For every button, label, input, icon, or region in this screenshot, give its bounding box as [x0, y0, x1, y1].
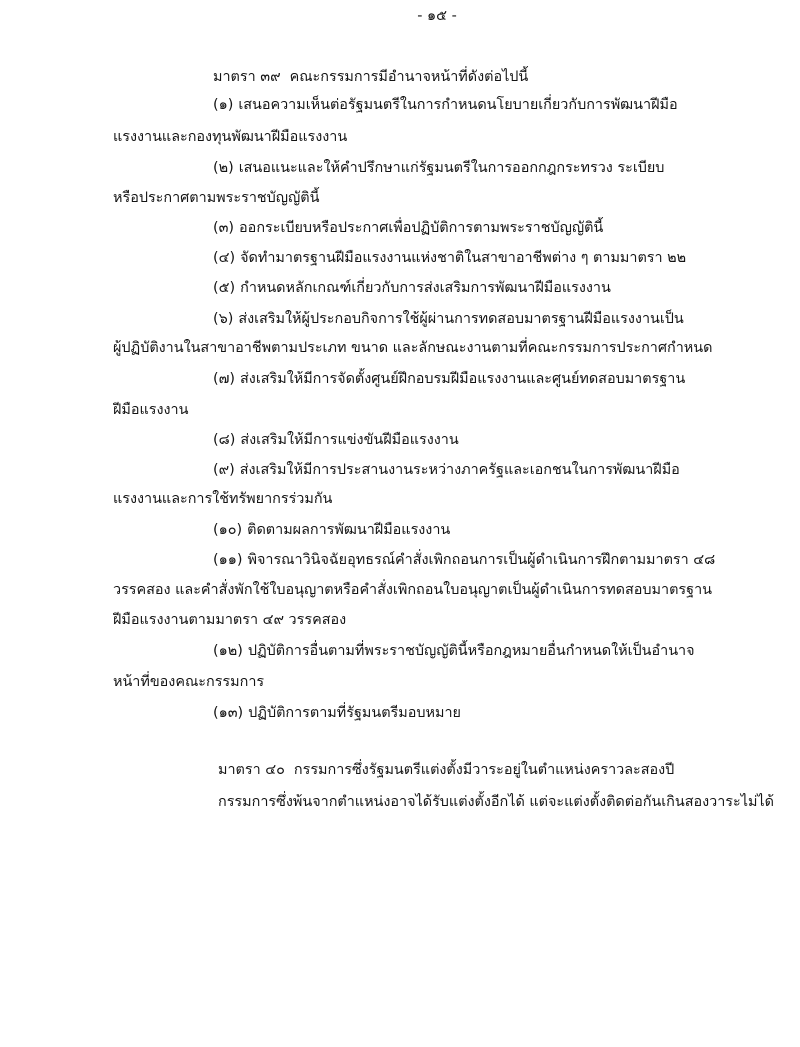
item-9	[213, 459, 786, 481]
item-5-marker: (๕)	[213, 280, 236, 296]
item-12	[213, 640, 786, 662]
item-6-continuation: ผู้ปฏิบัติงานในสาขาอาชีพตามประเภท ขนาด และลักษณะงานตามที่คณะกรรมการประกาศกำหนด	[113, 340, 713, 356]
item-2-text: เสนอแนะและให้คำปรึกษาแก่รัฐมนตรีในการออกกฎกระทรวง ระเบียบ	[238, 160, 665, 176]
item-12-marker: (๑๒)	[213, 643, 243, 659]
item-12-text: ปฏิบัติการอื่นตามที่พระราชบัญญัตินี้หรือกฎหมายอื่นกำหนดให้เป็นอำนาจ	[247, 643, 695, 659]
section-40-heading: มาตรา ๔๐	[218, 762, 285, 778]
item-10-marker: (๑๐)	[213, 522, 243, 538]
item-7	[213, 368, 786, 390]
item-9-continuation: แรงงานและการใช้ทรัพยากรร่วมกัน	[113, 491, 333, 507]
section-40-text-1: กรรมการซึ่งรัฐมนตรีแต่งตั้งมีวาระอยู่ในตำแหน่งคราวละสองปี	[293, 762, 675, 778]
item-11-marker: (๑๑)	[213, 552, 243, 568]
item-10-text: ติดตามผลการพัฒนาฝีมือแรงงาน	[247, 522, 451, 538]
item-1-marker: (๑)	[213, 97, 234, 113]
item-2-continuation: หรือประกาศตามพระราชบัญญัตินี้	[113, 190, 320, 206]
item-13-text: ปฏิบัติการตามที่รัฐมนตรีมอบหมาย	[248, 705, 461, 721]
item-9-marker: (๙)	[213, 462, 235, 478]
item-13	[213, 702, 786, 724]
item-8-text: ส่งเสริมให้มีการแข่งขันฝีมือแรงงาน	[240, 432, 459, 448]
item-6-text: ส่งเสริมให้ผู้ประกอบกิจการใช้ผู้ผ่านการทดสอบมาตรฐานฝีมือแรงงานเป็น	[238, 311, 684, 327]
section-39-heading-line	[213, 66, 786, 88]
item-11	[213, 549, 786, 571]
item-11-continuation-2: ฝีมือแรงงานตามมาตรา ๔๙ วรรคสอง	[113, 612, 347, 628]
item-11-continuation-1: วรรคสอง และคำสั่งพักใช้ใบอนุญาตหรือคำสั่งเพิกถอนใบอนุญาตเป็นผู้ดำเนินการทดสอบมาตรฐาน	[113, 582, 712, 598]
section-40-line-1	[218, 759, 786, 781]
item-4-marker: (๔)	[213, 250, 236, 266]
item-6	[213, 308, 786, 330]
item-5-text: กำหนดหลักเกณฑ์เกี่ยวกับการส่งเสริมการพัฒนาฝีมือแรงงาน	[240, 280, 611, 296]
item-11-text: พิจารณาวินิจฉัยอุทธรณ์คำสั่งเพิกถอนการเป็นผู้ดำเนินการฝึกตามมาตรา ๔๘	[247, 552, 716, 568]
section-39-intro: คณะกรรมการมีอำนาจหน้าที่ดังต่อไปนี้	[289, 69, 529, 85]
section-40-line-2: กรรมการซึ่งพ้นจากตำแหน่งอาจได้รับแต่งตั้งอีกได้ แต่จะแต่งตั้งติดต่อกันเกินสองวาระไม่ได้	[218, 794, 774, 810]
item-7-text: ส่งเสริมให้มีการจัดตั้งศูนย์ฝึกอบรมฝีมือแรงงานและศูนย์ทดสอบมาตรฐาน	[240, 371, 686, 387]
item-6-marker: (๖)	[213, 311, 234, 327]
section-39-heading: มาตรา ๓๙	[213, 69, 281, 85]
page-number: - ๑๕ -	[417, 8, 457, 24]
item-8	[213, 429, 786, 451]
item-3	[213, 217, 786, 239]
item-3-marker: (๓)	[213, 220, 235, 236]
item-10	[213, 519, 786, 541]
item-7-marker: (๗)	[213, 371, 236, 387]
item-13-marker: (๑๓)	[213, 705, 244, 721]
item-4-text: จัดทำมาตรฐานฝีมือแรงงานแห่งชาติในสาขาอาชีพต่าง ๆ ตามมาตรา ๒๒	[240, 250, 687, 266]
item-2	[213, 157, 786, 179]
item-1	[213, 94, 786, 116]
item-8-marker: (๘)	[213, 432, 236, 448]
item-1-text: เสนอความเห็นต่อรัฐมนตรีในการกำหนดนโยบายเกี่ยวกับการพัฒนาฝีมือ	[238, 97, 678, 113]
item-9-text: ส่งเสริมให้มีการประสานงานระหว่างภาครัฐและเอกชนในการพัฒนาฝีมือ	[239, 462, 680, 478]
item-12-continuation: หน้าที่ของคณะกรรมการ	[113, 674, 265, 690]
item-3-text: ออกระเบียบหรือประกาศเพื่อปฏิบัติการตามพระราชบัญญัตินี้	[239, 220, 604, 236]
item-5	[213, 277, 786, 299]
item-1-continuation: แรงงานและกองทุนพัฒนาฝีมือแรงงาน	[113, 129, 348, 145]
item-2-marker: (๒)	[213, 160, 234, 176]
item-4	[213, 247, 786, 269]
item-7-continuation: ฝีมือแรงงาน	[113, 402, 189, 418]
